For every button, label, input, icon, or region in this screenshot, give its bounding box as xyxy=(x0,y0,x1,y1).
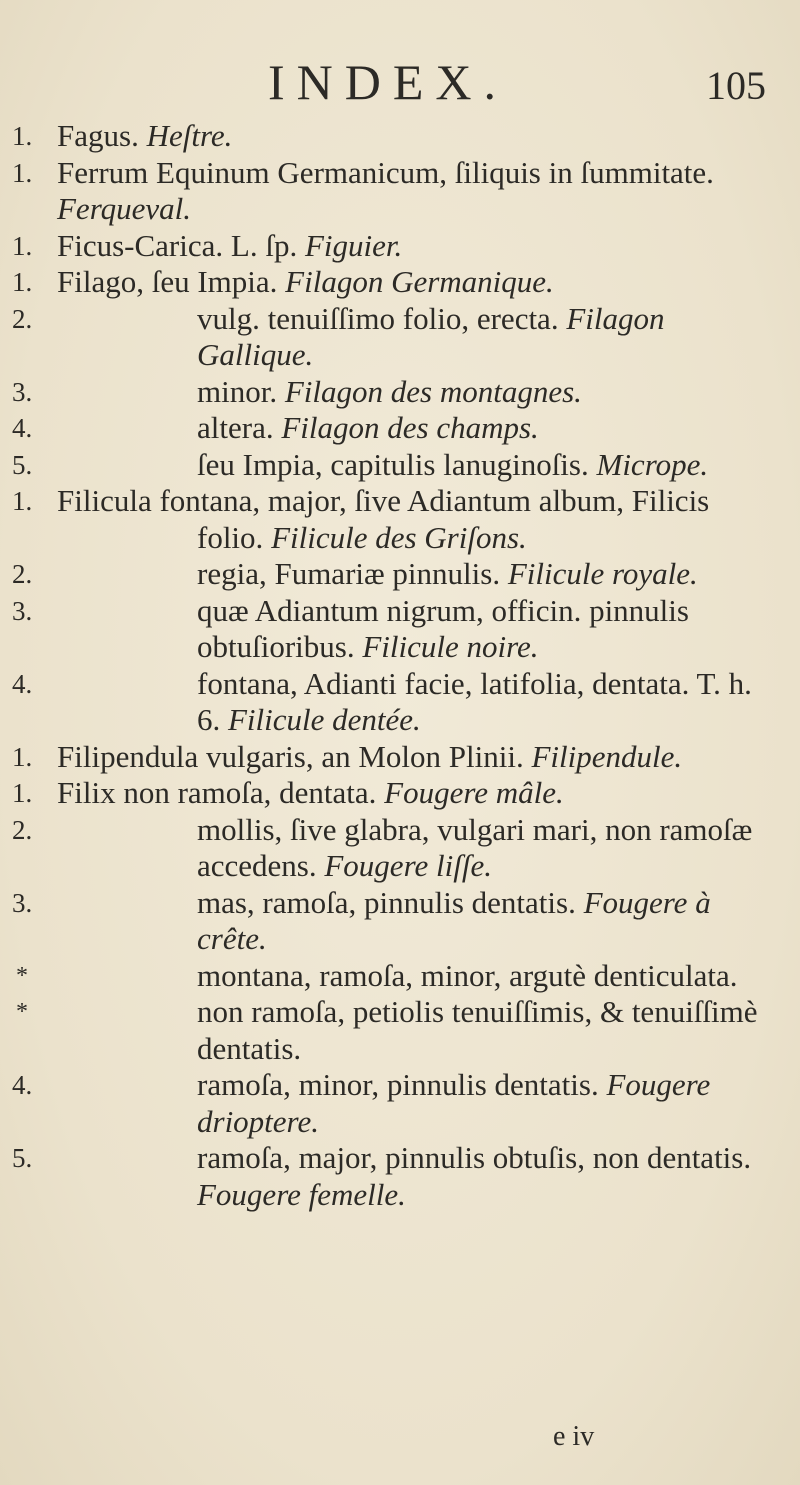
entry-number: 5. xyxy=(12,1143,33,1173)
index-entry xyxy=(0,885,800,958)
entry-latin: Filicula fontana, major, ſive Adiantum album, Filicis folio. xyxy=(57,483,710,555)
index-entry xyxy=(0,301,800,374)
entry-number: 4. xyxy=(12,1070,33,1100)
entry-french: Filagon des champs. xyxy=(281,410,539,445)
entry-number: 2. xyxy=(12,303,33,334)
index-entry xyxy=(0,483,800,556)
entry-latin: ramoſa, major, pinnulis obtuſis, non dentatis. xyxy=(197,1140,752,1175)
entry-number: 3. xyxy=(12,887,33,918)
entry-latin: mollis, ſive glabra, vulgari mari, non ramoſæ accedens. xyxy=(197,811,753,883)
index-entry xyxy=(0,556,800,593)
entry-latin: mas, ramoſa, pinnulis dentatis. xyxy=(197,884,584,920)
entry-french: Ferqueval. xyxy=(57,191,191,226)
entry-latin: non ramoſa, petiolis tenuiſſimis, & tenuiſſimè dentatis. xyxy=(197,994,758,1066)
catchword: e iv xyxy=(553,1421,595,1452)
entry-french: Fougere liſſe. xyxy=(324,848,492,883)
page-number: 105 xyxy=(706,63,766,108)
entry-french: Filipendule. xyxy=(531,738,683,774)
entry-latin: Filago, ſeu Impia. xyxy=(57,264,286,299)
entry-french: Fougere femelle. xyxy=(197,1176,406,1212)
index-entry xyxy=(0,1140,800,1213)
entry-french: Filagon Gallique. xyxy=(197,300,665,372)
index-entry xyxy=(0,447,800,484)
entry-french: Heſtre. xyxy=(146,118,233,153)
index-entry xyxy=(0,155,800,228)
entry-number: 3. xyxy=(12,376,33,407)
entry-latin: minor. xyxy=(197,373,285,409)
entry-number: 1. xyxy=(12,486,33,516)
index-entry xyxy=(0,994,800,1067)
entry-number: 1. xyxy=(12,778,33,808)
entry-french: Fougere mâle. xyxy=(384,775,564,810)
entry-latin: regia, Fumariæ pinnulis. xyxy=(197,556,508,591)
entry-number: 1. xyxy=(12,741,33,772)
entry-latin: fontana, Adianti facie, latifolia, dentata. T. h. 6. xyxy=(197,665,752,737)
index-entry xyxy=(0,666,800,739)
index-entry xyxy=(0,374,800,411)
index-entry xyxy=(0,958,800,995)
entry-number: 1. xyxy=(12,267,33,297)
entry-latin: quæ Adiantum nigrum, officin. pinnulis obtuſioribus. xyxy=(197,592,689,664)
entry-french: Fougere drioptere. xyxy=(197,1067,711,1139)
asterisk-marker: * xyxy=(16,962,28,989)
entry-french: Micrope. xyxy=(596,446,709,482)
entry-french: Figuier. xyxy=(304,227,403,263)
entry-number: 2. xyxy=(12,814,33,845)
entry-latin: ramoſa, minor, pinnulis dentatis. xyxy=(197,1067,607,1102)
running-title: INDEX. xyxy=(268,54,509,110)
entry-french: Filagon Germanique. xyxy=(285,264,554,299)
entry-french: Filicule royale. xyxy=(507,556,698,591)
entry-number: 4. xyxy=(12,413,33,443)
entry-latin: vulg. tenuiſſimo folio, erecta. xyxy=(197,300,567,336)
entry-number: 3. xyxy=(12,595,33,626)
index-entry xyxy=(0,118,800,155)
entry-number: 1. xyxy=(12,157,33,188)
entry-number: 4. xyxy=(12,668,33,699)
entry-french: Filicule dentée. xyxy=(228,702,421,737)
index-entry xyxy=(0,1067,800,1140)
entry-french: Filagon des montagnes. xyxy=(284,373,582,409)
entry-french: Fougere à crête. xyxy=(197,884,711,956)
entry-french: Filicule noire. xyxy=(362,629,539,664)
entry-number: 1. xyxy=(12,121,33,151)
entry-latin: montana, ramoſa, minor, argutè denticulata. xyxy=(197,957,738,993)
index-entry xyxy=(0,739,800,776)
index-entry xyxy=(0,812,800,885)
entry-latin: Filix non ramoſa, dentata. xyxy=(57,775,385,810)
index-entries xyxy=(0,118,800,1213)
asterisk-marker: * xyxy=(16,999,28,1025)
entry-latin: Filipendula vulgaris, an Molon Plinii. xyxy=(57,738,532,774)
entry-latin: Ferrum Equinum Germanicum, ſiliquis in ſummitate. xyxy=(57,154,714,190)
page-header xyxy=(0,52,800,112)
entry-number: 1. xyxy=(12,230,33,261)
index-entry xyxy=(0,593,800,666)
index-entry xyxy=(0,228,800,265)
index-entry xyxy=(0,410,800,447)
entry-number: 5. xyxy=(12,449,33,480)
entry-french: Filicule des Griſons. xyxy=(271,519,527,555)
index-entry xyxy=(0,775,800,812)
entry-number: 2. xyxy=(12,559,33,589)
entry-latin: ſeu Impia, capitulis lanuginoſis. xyxy=(197,446,597,482)
index-entry xyxy=(0,264,800,301)
entry-latin: Ficus-Carica. L. ſp. xyxy=(57,227,305,263)
entry-latin: Fagus. xyxy=(57,118,147,153)
entry-latin: altera. xyxy=(197,410,282,445)
